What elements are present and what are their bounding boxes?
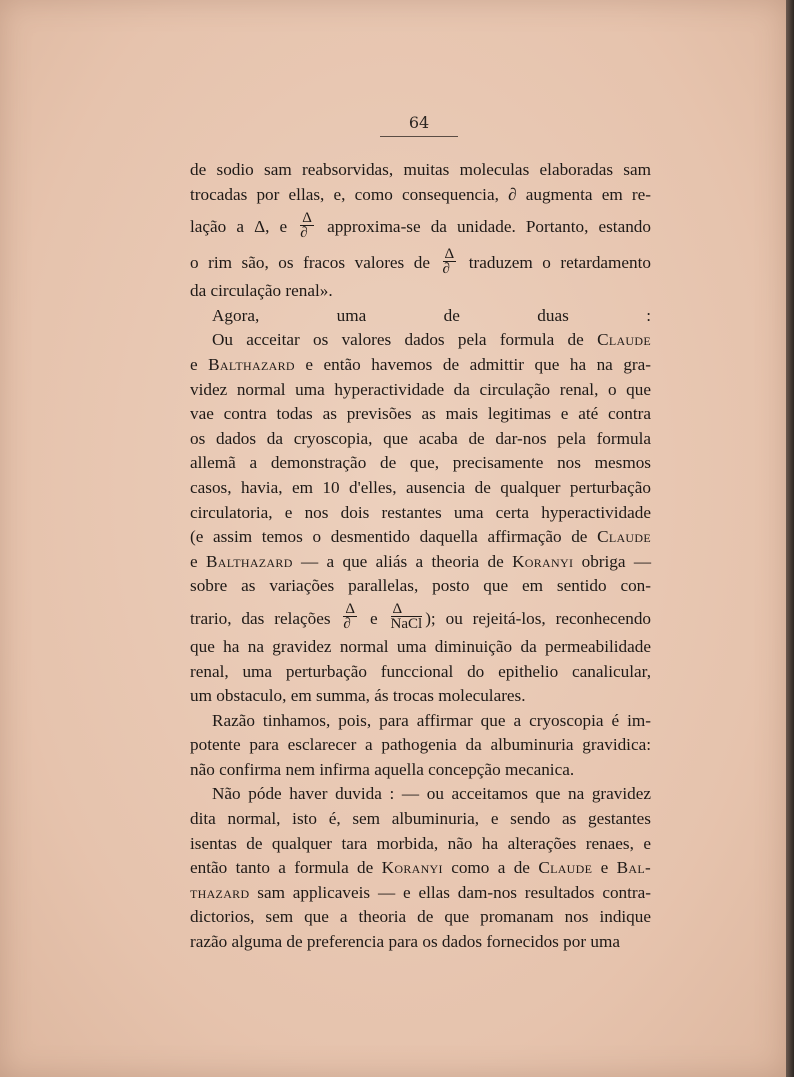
line-text: trocadas por ellas, e, como consequencia, ∂ augmenta em re- [190,184,651,204]
line-text: videz normal uma hyperactividade da circulação renal, o que [190,379,651,399]
line-text: razão alguma de preferencia para os dados fornecidos por uma [190,932,620,952]
text-line [190,550,651,575]
line-text: Ou acceitar os valores dados pela formula de [212,330,584,350]
line-text: da circulação renal». [190,281,333,301]
line-text: potente para esclarecer a pathogenia da albuminuria gravidica: [190,735,651,755]
line-text: obriga — [581,551,652,571]
page-number: 64 [380,113,458,137]
line-text: traduzem o retardamento [468,253,652,273]
line-text: casos, havia, em 10 d'elles, ausencia de qualquer perturbação [190,477,651,497]
line-text: e [190,551,198,571]
line-text: renal, uma perturbação funccional do epithelio canalicular, [190,661,651,681]
text-line [190,402,651,427]
line-text: sobre as variações parallelas, posto que em sentido con- [190,576,651,596]
text-line [190,243,651,279]
author-name: Balthazard [208,354,295,374]
line-text: isentas de qualquer tara morbida, não ha alterações renaes, e [190,833,651,853]
author-name: Koranyi [381,858,443,878]
line-text: (e assim temos o desmentido daquella affirmação de [190,527,588,547]
text-line [190,378,651,403]
line-text: o rim são, os fracos valores de [190,253,430,273]
text-line [190,451,651,476]
text-line [190,476,651,501]
line-text: e [190,354,198,374]
text-line [190,832,651,857]
text-line [190,660,651,685]
line-text: circulatoria, e nos dois restantes uma certa hyperactividade [190,502,651,522]
author-name: Claude [597,527,651,547]
text-line [190,279,651,304]
text-line [190,353,651,378]
text-line [190,733,651,758]
fraction-numerator: Δ [302,209,312,226]
line-text: approxima-se da unidade. Portanto, estando [327,217,651,237]
line-text: então tanto a formula de [190,858,374,878]
text-line [190,304,651,329]
author-name: Claude [538,858,593,878]
line-text: dictorios, sem que a theoria de que promanam nos indique [190,907,651,927]
line-text: um obstaculo, em summa, ás trocas moleculares. [190,686,526,706]
fraction [300,211,314,240]
fraction-denominator: ∂ [343,616,351,633]
text-line [190,758,651,783]
text-line [190,782,651,807]
author-name: Claude [597,330,651,350]
text-line [190,207,651,243]
line-text: Razão tinhamos, pois, para affirmar que a cryoscopia é im- [212,710,651,730]
body-text [190,158,651,955]
line-text: que ha na gravidez normal uma diminuição da permeabilidade [190,636,651,656]
text-line [190,427,651,452]
author-name: Bal- [616,858,651,878]
line-text: e [600,858,609,878]
line-text: Agora, uma de duas : [212,305,651,325]
fraction-denominator: ∂ [442,260,450,277]
text-line [190,158,651,183]
fraction-denominator: ∂ [300,224,308,241]
text-line [190,881,651,906]
line-text: e [369,608,378,628]
fraction-denominator: NaCl [390,616,423,633]
text-line [190,807,651,832]
line-text: vae contra todas as previsões as mais legitimas e até contra [190,404,651,424]
fraction-numerator: Δ [444,245,455,262]
text-line [190,930,651,955]
text-line [190,856,651,881]
line-text: como a de [451,858,530,878]
text-line [190,905,651,930]
text-line [190,574,651,599]
fraction [443,247,457,276]
text-line [190,501,651,526]
line-text: lação a Δ, e [190,217,288,237]
line-text: e então havemos de admittir que ha na gra- [305,354,651,374]
line-text: ); ou rejeitá-los, reconhecendo [425,608,652,628]
line-text: Não póde haver duvida : — ou acceitamos que na gravidez [212,784,651,804]
line-text: — a que aliás a theoria de [301,551,504,571]
line-text: dita normal, isto é, sem albuminuria, e sendo as gestantes [190,809,651,829]
text-line [190,684,651,709]
author-name: Balthazard [205,551,293,571]
text-line [190,709,651,734]
text-line [190,183,651,208]
text-line [190,635,651,660]
line-text: de sodio sam reabsorvidas, muitas moleculas elaboradas sam [190,160,651,179]
fraction [343,602,357,631]
fraction-numerator: Δ [345,601,356,618]
line-text: trario, das relações [190,608,331,628]
fraction-numerator: Δ [391,602,423,617]
line-text: não confirma nem infirma aquella concepção mecanica. [190,759,575,779]
line-text: sam applicaveis — e ellas dam-nos resultados contra- [257,882,652,902]
line-text: os dados da cryoscopia, que acaba de dar-nos pela formula [190,428,651,448]
line-text: allemã a demonstração de que, precisamente nos mesmos [190,453,651,473]
author-name: Koranyi [512,551,574,571]
fraction [391,602,423,631]
text-line [190,599,651,635]
text-line [190,328,651,353]
author-name: thazard [190,882,250,902]
page-edge-shadow [786,0,794,1077]
text-line [190,525,651,550]
